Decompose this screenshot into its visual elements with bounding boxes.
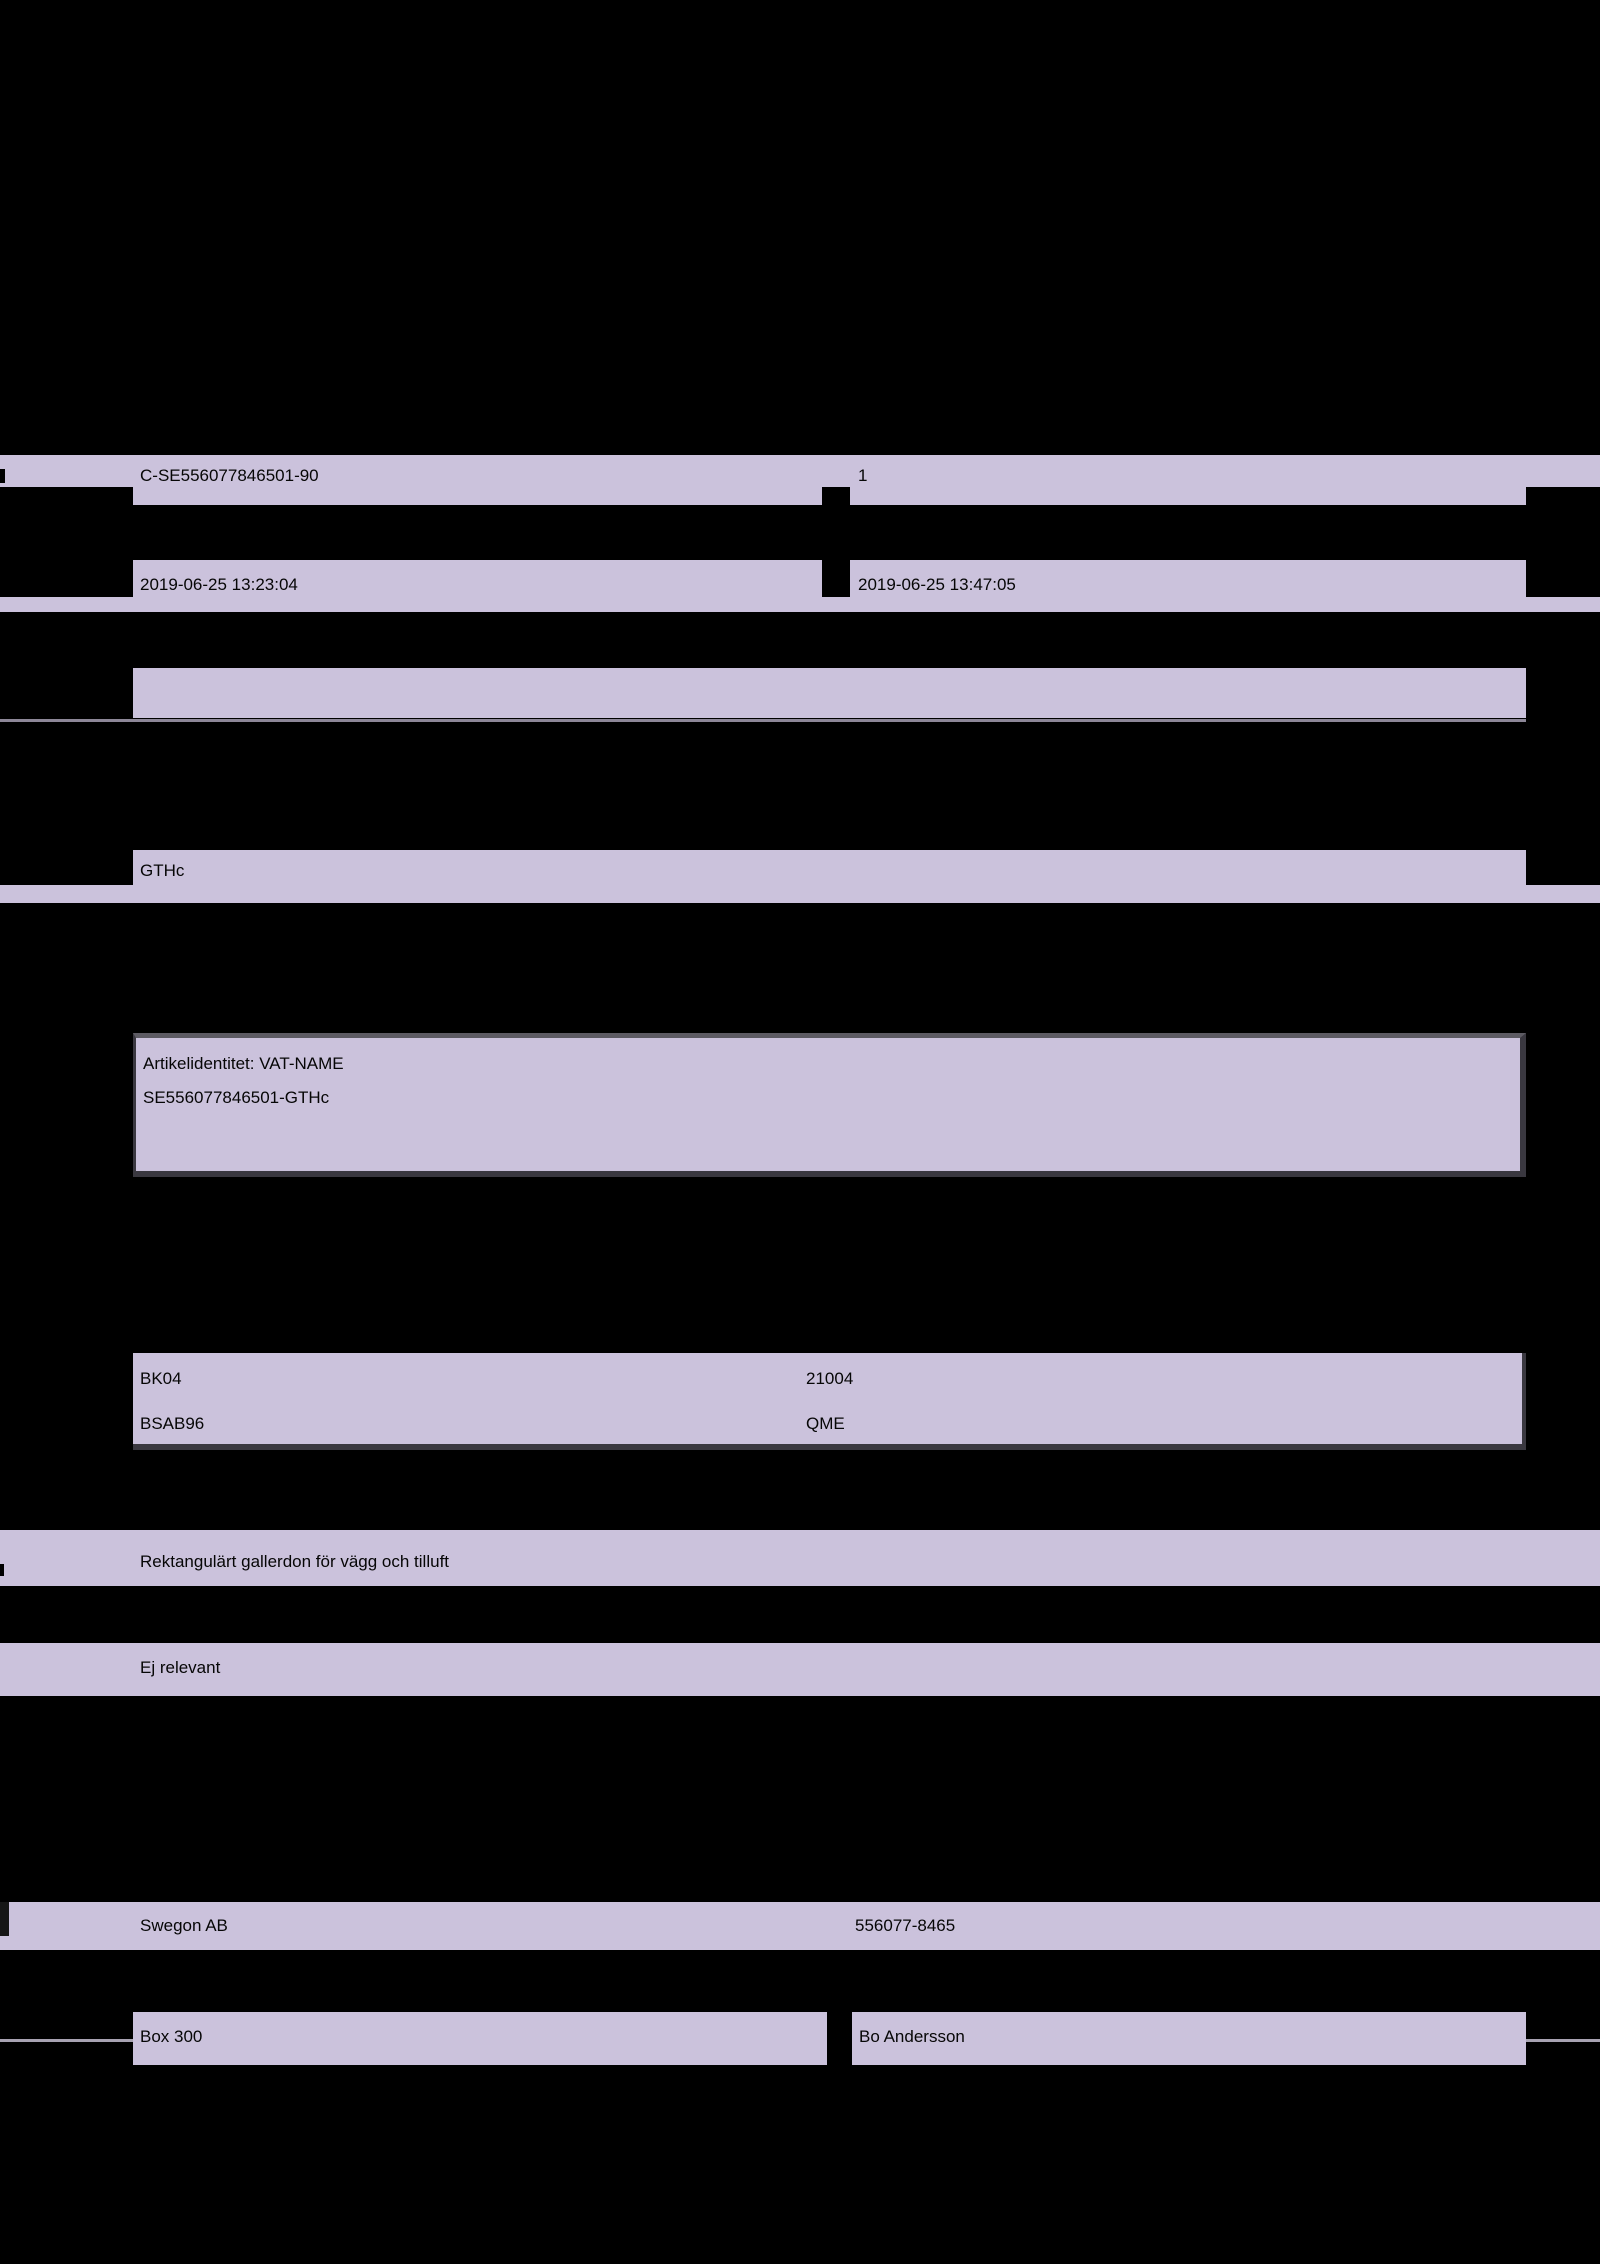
other-information-field[interactable] bbox=[0, 1643, 1600, 1696]
product-name-value: GTHc bbox=[140, 861, 185, 880]
organisation-number-value: 556077-8465 bbox=[855, 1916, 956, 1935]
bk04-label: BK04 bbox=[140, 1369, 182, 1388]
modified-date-value: 2019-06-25 13:47:05 bbox=[858, 575, 1016, 594]
product-name-field[interactable] bbox=[133, 850, 1526, 885]
classification-box[interactable] bbox=[133, 1353, 1526, 1450]
page-number-value: 1 bbox=[858, 466, 868, 485]
product-name-band bbox=[0, 885, 1600, 903]
divider-line bbox=[1526, 2039, 1600, 2042]
article-identity-box[interactable] bbox=[133, 1033, 1526, 1177]
contact-person-field[interactable] bbox=[852, 2012, 1526, 2065]
divider-line bbox=[0, 2039, 133, 2042]
bk04-value: 21004 bbox=[806, 1369, 854, 1388]
divider-line bbox=[0, 719, 1526, 722]
empty-input-field[interactable] bbox=[133, 668, 1526, 718]
address-field[interactable] bbox=[133, 2012, 827, 2065]
article-identity-label: Artikelidentitet: VAT-NAME bbox=[143, 1054, 344, 1073]
bsab96-label: BSAB96 bbox=[140, 1414, 205, 1433]
edge-notch bbox=[0, 469, 5, 483]
product-description-value: Rektangulärt gallerdon för vägg och tilluft bbox=[140, 1552, 450, 1571]
product-description-field[interactable] bbox=[0, 1530, 1600, 1586]
address-value: Box 300 bbox=[140, 2027, 203, 2046]
page-number-field[interactable] bbox=[850, 455, 1526, 505]
document-id-value: C-SE556077846501-90 bbox=[140, 466, 319, 485]
bsab96-value: QME bbox=[806, 1414, 845, 1433]
contact-person-value: Bo Andersson bbox=[859, 2027, 965, 2046]
edge-notch bbox=[0, 1902, 9, 1936]
date-row-band bbox=[0, 597, 1600, 612]
other-information-value: Ej relevant bbox=[140, 1658, 221, 1677]
created-date-value: 2019-06-25 13:23:04 bbox=[140, 575, 298, 594]
article-identity-value: SE556077846501-GTHc bbox=[143, 1088, 330, 1107]
edge-notch bbox=[0, 1564, 4, 1576]
company-name-value: Swegon AB bbox=[140, 1916, 228, 1935]
document-id-field[interactable] bbox=[133, 455, 822, 505]
company-info-band[interactable] bbox=[0, 1902, 1600, 1950]
